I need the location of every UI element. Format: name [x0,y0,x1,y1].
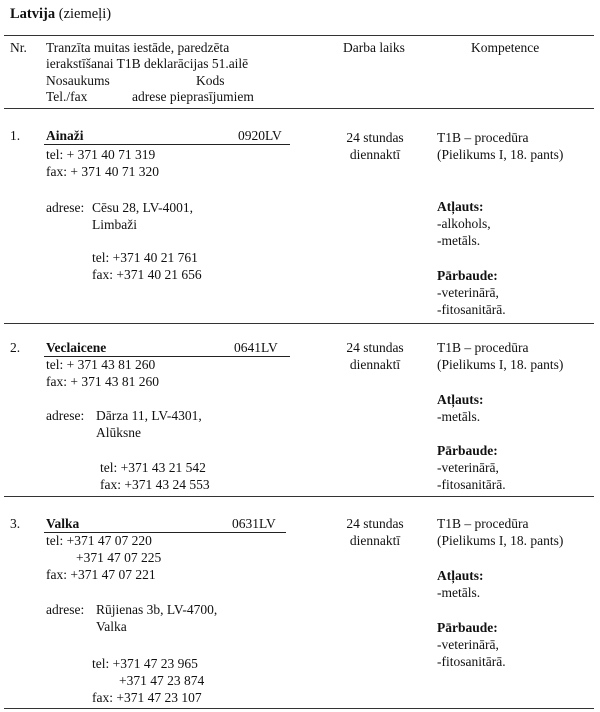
header-bottom-rule [4,108,594,109]
header-desc-line1: Tranzīta muitas iestāde, paredzēta [46,40,230,55]
page-title [10,6,111,22]
entry-hours-line2: diennaktī [349,357,401,372]
entry-comp-line1: T1B – procedūra [437,340,529,355]
entry-address-line2: Valka [96,619,127,634]
entry-allowed-item: -alkohols, [437,216,491,231]
row-divider [4,496,594,497]
entry-check-item: -veterinārā, [437,637,499,652]
entry-hours-line1: 24 stundas [346,516,404,531]
entry-hours-line1: 24 stundas [346,130,404,145]
entry-fax: fax: + 371 40 71 320 [46,164,159,179]
entry-allowed-item: -metāls. [437,409,481,424]
entry-check-item: -fitosanitārā. [437,302,506,317]
entry-code: 0631LV [232,516,276,531]
entry-fax: fax: +371 47 07 221 [46,567,156,582]
entry-address-line1: Dārza 11, LV-4301, [96,408,202,423]
entry-check-label: Pārbaude: [437,620,498,635]
entry-name: Valka [46,516,80,531]
entry-name: Ainaži [46,128,84,143]
entry-hours-line2: diennaktī [349,533,401,548]
entry-hours-line1: 24 stundas [346,340,404,355]
entry-address-label: adrese: [46,200,85,215]
entry-comp-line2: (Pielikums I, 18. pants) [437,147,564,162]
entry-allowed-label: Atļauts: [437,392,484,407]
header-address: adrese pieprasījumiem [132,89,254,104]
entry-address-line1: Rūjienas 3b, LV-4700, [96,602,218,617]
entry-comp-line2: (Pielikums I, 18. pants) [437,533,564,548]
entry-nr: 1. [10,128,21,143]
entry-code: 0641LV [234,340,278,355]
entry-comp-line1: T1B – procedūra [437,516,529,531]
entry-check-item: -fitosanitārā. [437,477,506,492]
entry-allowed-item: -metāls. [437,585,481,600]
entry-tel: tel: +371 47 07 220 [46,533,152,548]
entry-name: Veclaicene [46,340,107,355]
bottom-rule [4,708,594,709]
entry-address-label: adrese: [46,408,85,423]
entry-code: 0920LV [238,128,282,143]
entry-check-label: Pārbaude: [437,443,498,458]
entry-allowed-label: Atļauts: [437,199,484,214]
entry-allowed-label: Atļauts: [437,568,484,583]
entry-req-fax: fax: +371 43 24 553 [100,477,210,492]
entry-address-line2: Alūksne [96,425,141,440]
entry-req-tel: tel: +371 40 21 761 [92,250,198,265]
entry-req-fax: fax: +371 40 21 656 [92,267,202,282]
entry-req-tel: tel: +371 47 23 965 [92,656,198,671]
header-competence: Kompetence [471,40,540,55]
entry-check-item: -fitosanitārā. [437,654,506,669]
entry-hours-line2: diennaktī [349,147,401,162]
header-telfax: Tel./fax [46,89,88,104]
entry-check-label: Pārbaude: [437,268,498,283]
header-code: Kods [196,73,225,88]
header-desc-line2: ierakstīšanai T1B deklarācijas 51.ailē [46,56,249,71]
title-region: (ziemeļi) [58,6,112,22]
title-country: Latvija [10,6,56,22]
row-divider [4,323,594,324]
entry-tel2: +371 47 07 225 [76,550,162,565]
header-top-rule [4,35,594,36]
entry-fax: fax: + 371 43 81 260 [46,374,159,389]
header-nr: Nr. [10,40,27,55]
entry-nr: 3. [10,516,21,531]
entry-tel: tel: + 371 43 81 260 [46,357,156,372]
entry-comp-line2: (Pielikums I, 18. pants) [437,357,564,372]
entry-check-item: -veterinārā, [437,460,499,475]
entry-allowed-item: -metāls. [437,233,481,248]
entry-comp-line1: T1B – procedūra [437,130,529,145]
entry-address-line1: Cēsu 28, LV-4001, [92,200,194,215]
entry-tel: tel: + 371 40 71 319 [46,147,156,162]
entry-check-item: -veterinārā, [437,285,499,300]
header-name: Nosaukums [46,73,110,88]
entry-nr: 2. [10,340,21,355]
header-hours: Darba laiks [343,40,405,55]
entry-address-label: adrese: [46,602,85,617]
entry-req-tel: tel: +371 43 21 542 [100,460,206,475]
entry-req-fax: fax: +371 47 23 107 [92,690,202,705]
entry-address-line2: Limbaži [92,217,137,232]
entry-req-tel2: +371 47 23 874 [119,673,205,688]
